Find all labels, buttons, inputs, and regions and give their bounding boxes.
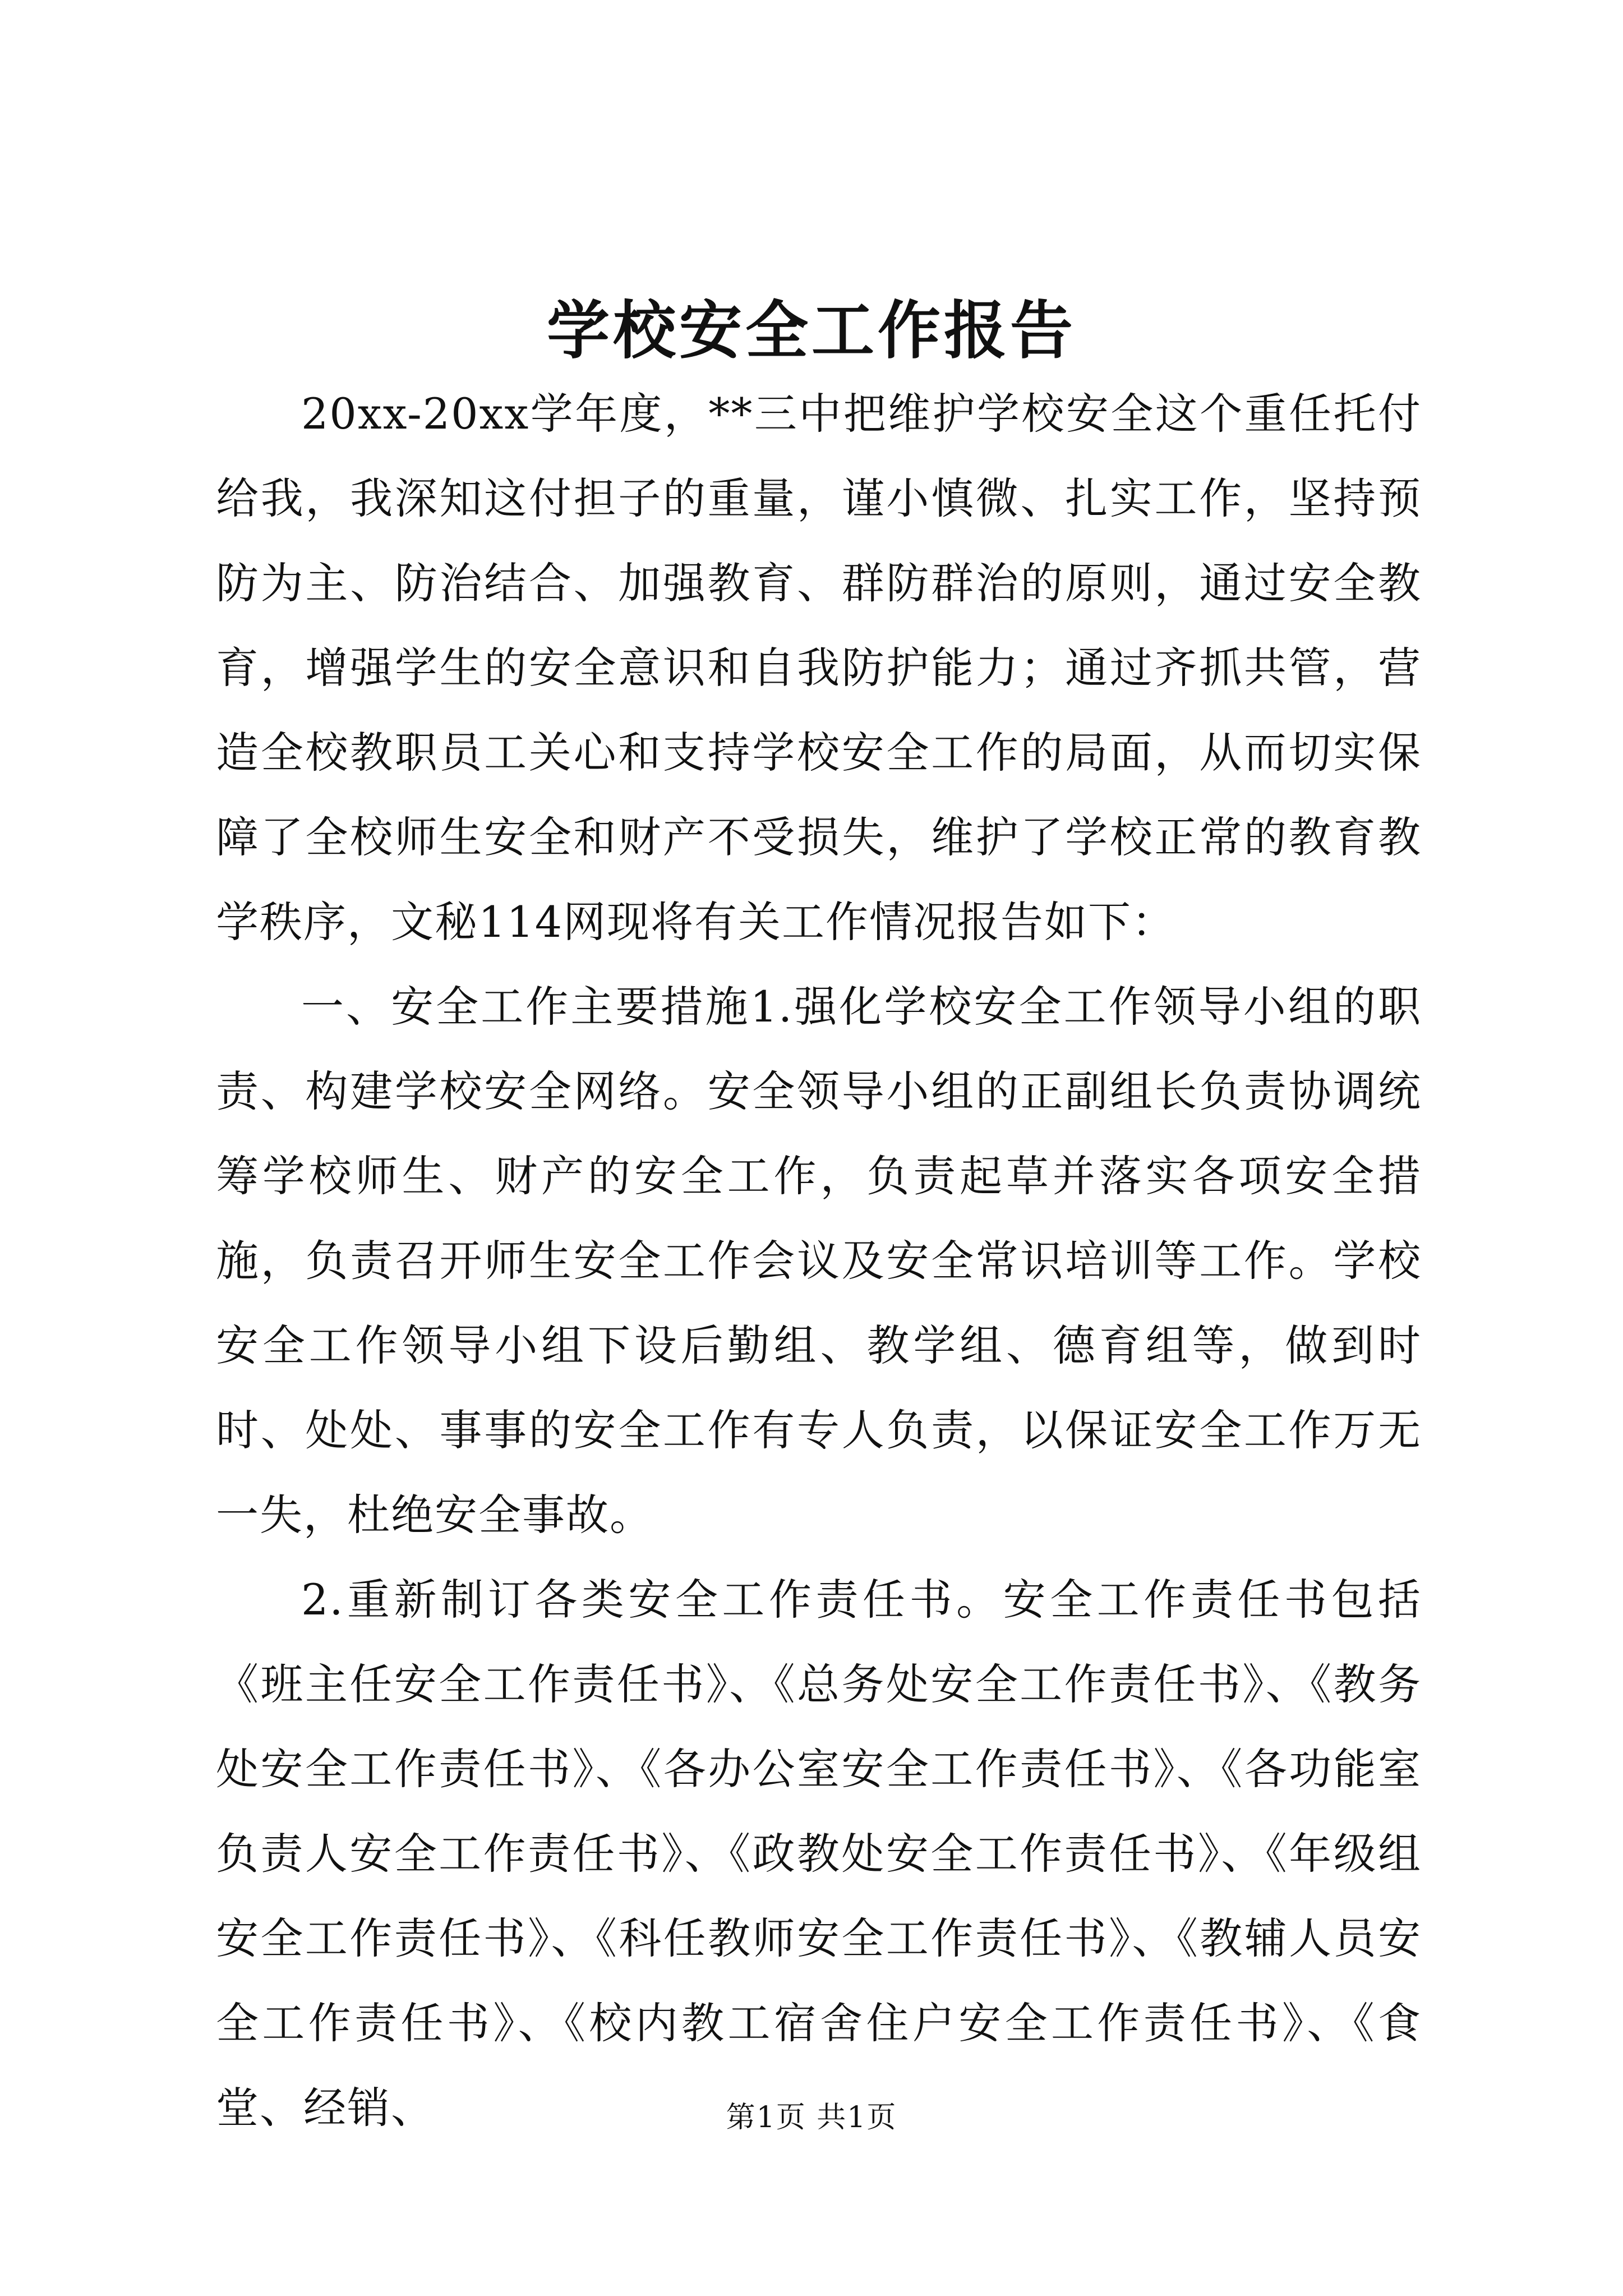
document-body xyxy=(216,371,1422,2150)
paragraph-intro: 20xx-20xx学年度，**三中把维护学校安全这个重任托付给我，我深知这付担子的重量，谨小慎微、扎实工作，坚持预防为主、防治结合、加强教育、群防群治的原则，通过安全教育，增强学生的安全意识和自我防护能力；通过齐抓共管，营造全校教职员工关心和支持学校安全工作的局面，从而切实保障了全校师生安全和财产不受损失，维护了学校正常的教育教学秩序，文秘114网现将有关工作情况报告如下： xyxy=(216,389,1422,947)
paragraph-section-1: 一、安全工作主要措施1.强化学校安全工作领导小组的职责、构建学校安全网络。安全领导小组的正副组长负责协调统筹学校师生、财产的安全工作，负责起草并落实各项安全措施，负责召开师生安全工作会议及安全常识培训等工作。学校安全工作领导小组下设后勤组、教学组、德育组等，做到时时、处处、事事的安全工作有专人负责，以保证安全工作万无一失，杜绝安全事故。 xyxy=(216,982,1422,1540)
page-footer: 第1页 共1页 xyxy=(726,2101,897,2134)
document-title: 学校安全工作报告 xyxy=(547,294,1076,367)
paragraph-section-2: 2.重新制订各类安全工作责任书。安全工作责任书包括《班主任安全工作责任书》、《总务处安全工作责任书》、《教务处安全工作责任书》、《各办公室安全工作责任书》、《各功能室负责人安全工作责任书》、《政教处安全工作责任书》、《年级组安全工作责任书》、《科任教师安全工作责任书》、《教辅人员安全工作责任书》、《校内教工宿舍住户安全工作责任书》、《食堂、经销、 xyxy=(216,1575,1422,2133)
